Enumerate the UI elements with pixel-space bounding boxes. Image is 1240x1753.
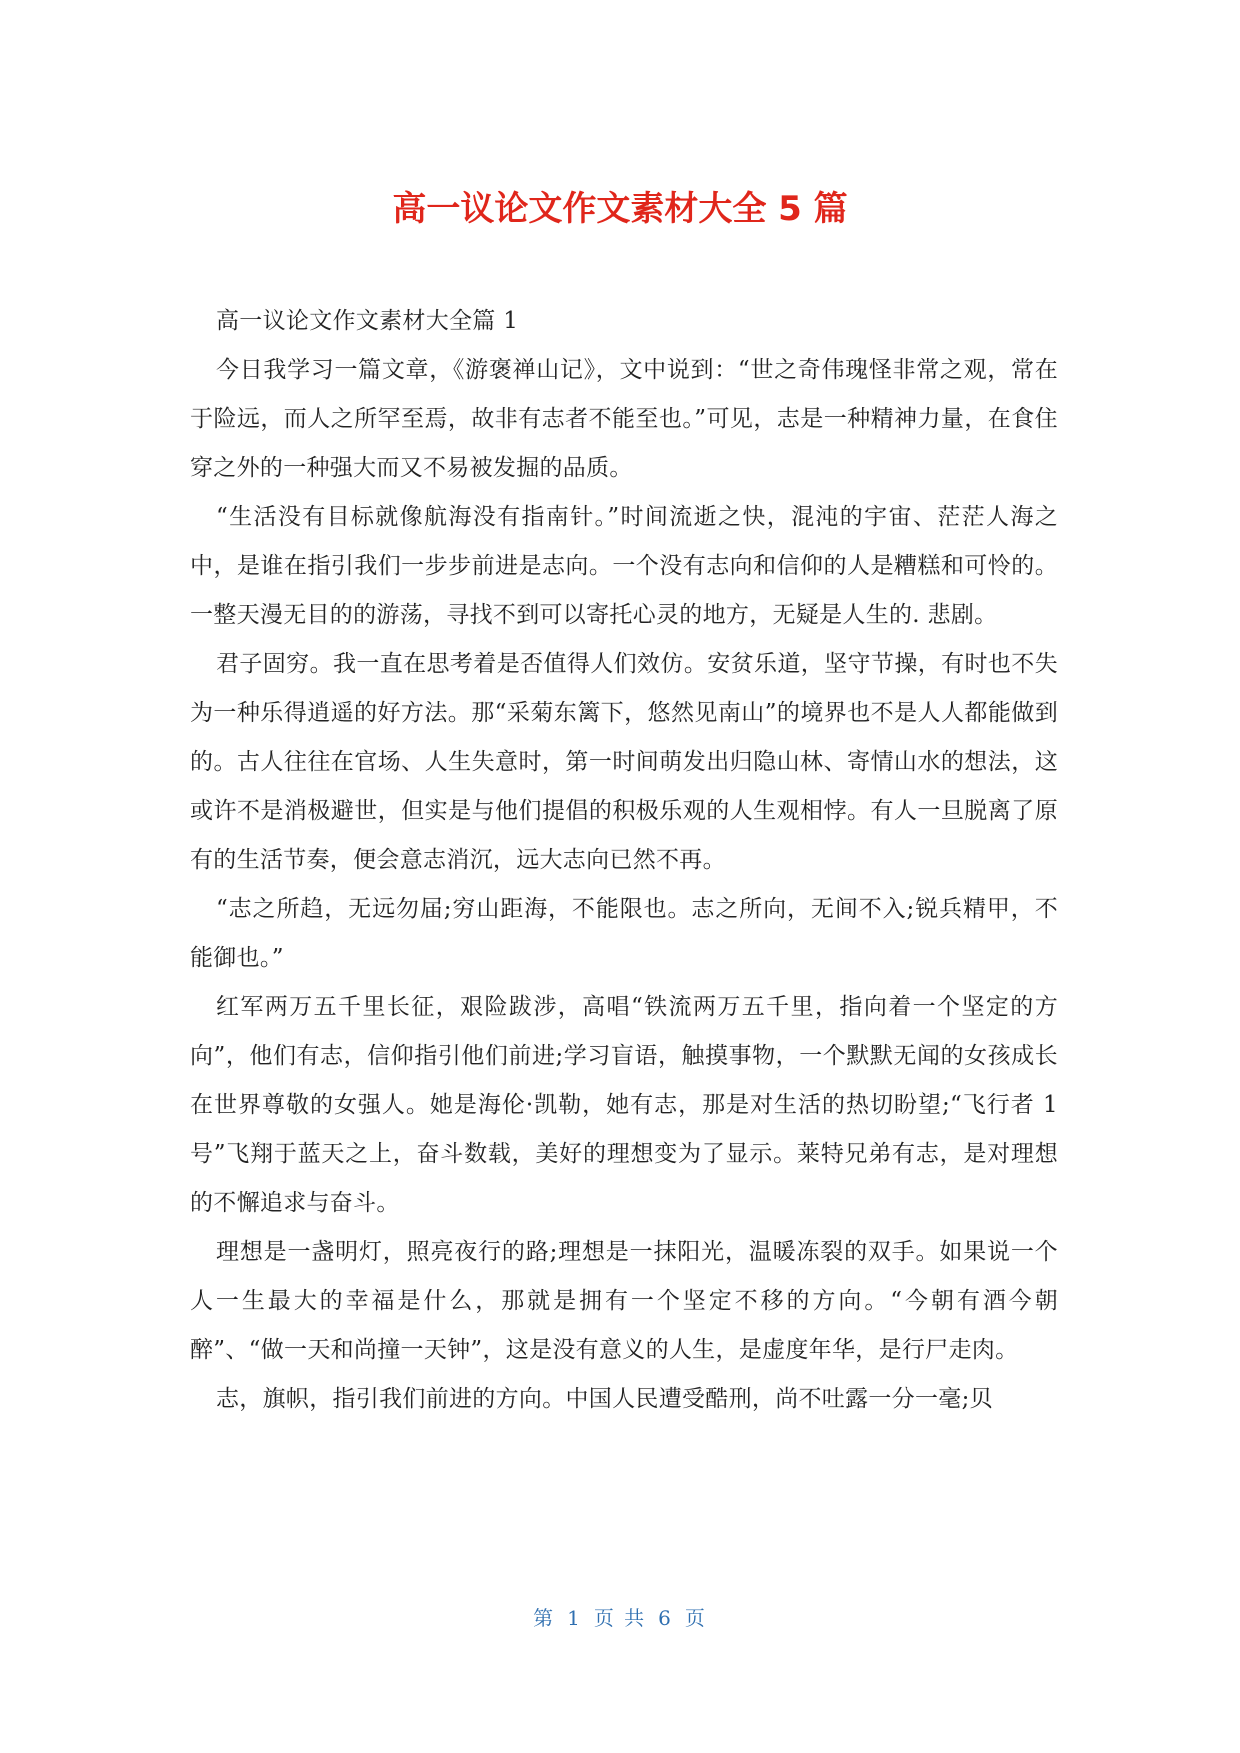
footer-label-page-end: 页 [684, 1606, 707, 1630]
footer-label-of-total: 页 共 [593, 1606, 647, 1630]
document-title: 高一议论文作文素材大全 5 篇 [392, 189, 848, 229]
paragraph: 理想是一盏明灯，照亮夜行的路;理想是一抹阳光，温暖冻裂的双手。如果说一个人一生最大的幸福是什么，那就是拥有一个坚定不移的方向。“今朝有酒今朝醉”、“做一天和尚撞一天钟”，这是没有意义的人生，是虚度年华，是行尸走肉。 [190, 1239, 1058, 1363]
footer-label-page: 第 [533, 1606, 556, 1630]
paragraph: 志，旗帜，指引我们前进的方向。中国人民遭受酷刑，尚不吐露一分一毫;贝 [216, 1386, 993, 1412]
footer-total-pages: 6 [658, 1606, 673, 1630]
document-body [190, 297, 1058, 1424]
page-footer [0, 1603, 1240, 1633]
section-heading: 高一议论文作文素材大全篇 1 [216, 308, 519, 334]
paragraph: “生活没有目标就像航海没有指南针。”时间流逝之快，混沌的宇宙、茫茫人海之中，是谁在指引我们一步步前进是志向。一个没有志向和信仰的人是糟糕和可怜的。一整天漫无目的的游荡，寻找不到可以寄托心灵的地方，无疑是人生的. 悲剧。 [190, 504, 1058, 628]
paragraph: “志之所趋，无远勿届;穷山距海，不能限也。志之所向，无间不入;锐兵精甲，不能御也。” [190, 896, 1058, 971]
footer-current-page: 1 [567, 1606, 582, 1630]
paragraph: 君子固穷。我一直在思考着是否值得人们效仿。安贫乐道，坚守节操，有时也不失为一种乐得逍遥的好方法。那“采菊东篱下，悠然见南山”的境界也不是人人都能做到的。古人往往在官场、人生失意时，第一时间萌发出归隐山林、寄情山水的想法，这或许不是消极避世，但实是与他们提倡的积极乐观的人生观相悖。有人一旦脱离了原有的生活节奏，便会意志消沉，远大志向已然不再。 [190, 651, 1058, 873]
paragraph: 今日我学习一篇文章，《游褒禅山记》，文中说到：“世之奇伟瑰怪非常之观，常在于险远，而人之所罕至焉，故非有志者不能至也。”可见，志是一种精神力量，在食住穿之外的一种强大而又不易被发掘的品质。 [190, 357, 1058, 481]
paragraph: 红军两万五千里长征，艰险跋涉，高唱“铁流两万五千里，指向着一个坚定的方向”，他们有志，信仰指引他们前进;学习盲语，触摸事物，一个默默无闻的女孩成长在世界尊敬的女强人。她是海伦·凯勒，她有志，那是对生活的热切盼望;“飞行者 1 号”飞翔于蓝天之上，奋斗数载，美好的理想变为了显示。莱特兄弟有志，是对理想的不懈追求与奋斗。 [190, 994, 1058, 1216]
